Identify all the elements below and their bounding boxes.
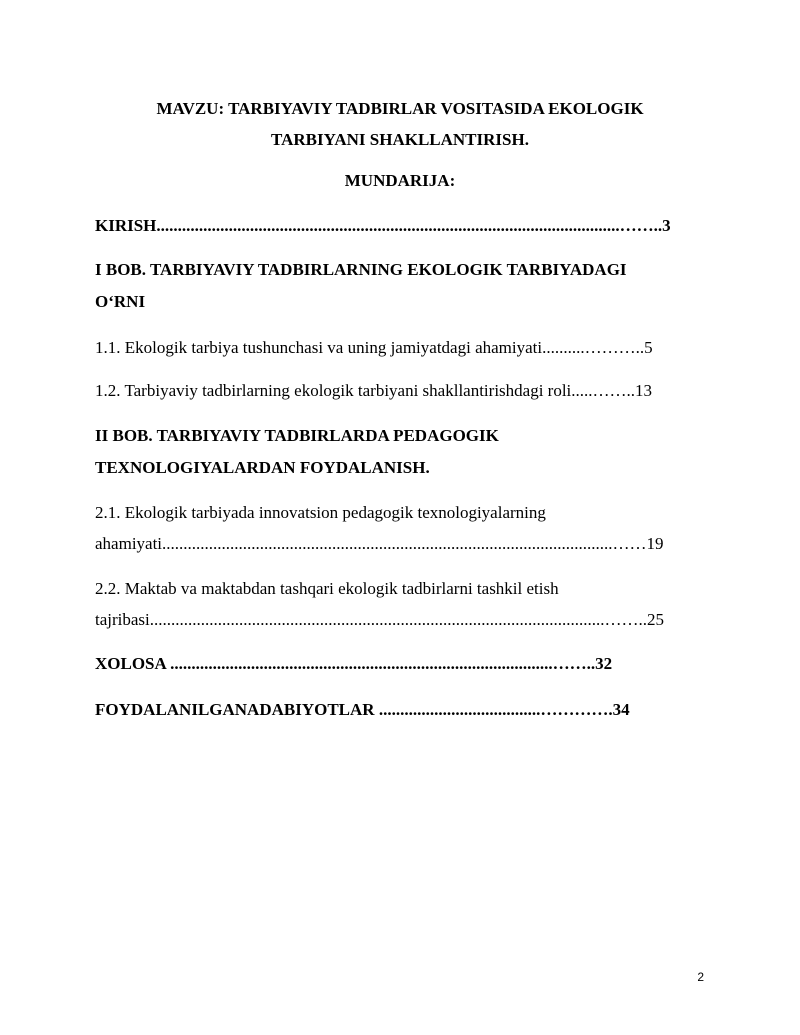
toc-chapter-1-line-2: O‘RNI xyxy=(95,292,146,311)
toc-entry-1-2: 1.2. Tarbiyaviy tadbirlarning ekologik tarbiyani shakllantirishdagi roli.....……..13 xyxy=(95,381,653,400)
toc-entry-2-1-line-2: ahamiyati..........................................................................................................……19 xyxy=(95,534,664,553)
toc-chapter-1-line-1: I BOB. TARBIYAVIY TADBIRLARNING EKOLOGIK TARBIYADAGI xyxy=(95,260,627,279)
title-line-2: TARBIYANI SHAKLLANTIRISH. xyxy=(271,130,529,149)
toc-entry-intro: KIRISH.............................................................................................................……..3 xyxy=(95,216,671,235)
toc-chapter-2-line-2: TEXNOLOGIYALARDAN FOYDALANISH. xyxy=(95,458,430,477)
toc-entry-conclusion: XOLOSA ..........................................................................................……..32 xyxy=(95,654,613,673)
title-line-1: MAVZU: TARBIYAVIY TADBIRLAR VOSITASIDA EKOLOGIK xyxy=(156,99,644,118)
toc-entry-2-2-line-2: tajribasi...........................................................................................................……..25 xyxy=(95,610,665,629)
toc-entry-references: FOYDALANILGANADABIYOTLAR ......................................………….34 xyxy=(95,700,630,719)
page-number: 2 xyxy=(697,970,704,984)
document-title xyxy=(95,93,705,155)
contents-heading: MUNDARIJA: xyxy=(344,171,456,190)
toc-entry-1-1: 1.1. Ekologik tarbiya tushunchasi va uning jamiyatdagi ahamiyati..........………..5 xyxy=(95,338,653,357)
toc-chapter-2-line-1: II BOB. TARBIYAVIY TADBIRLARDA PEDAGOGIK xyxy=(95,426,499,445)
toc-entry-2-2-line-1: 2.2. Maktab va maktabdan tashqari ekologik tadbirlarni tashkil etish xyxy=(95,579,559,598)
toc-entry-2-1-line-1: 2.1. Ekologik tarbiyada innovatsion pedagogik texnologiyalarning xyxy=(95,503,546,522)
